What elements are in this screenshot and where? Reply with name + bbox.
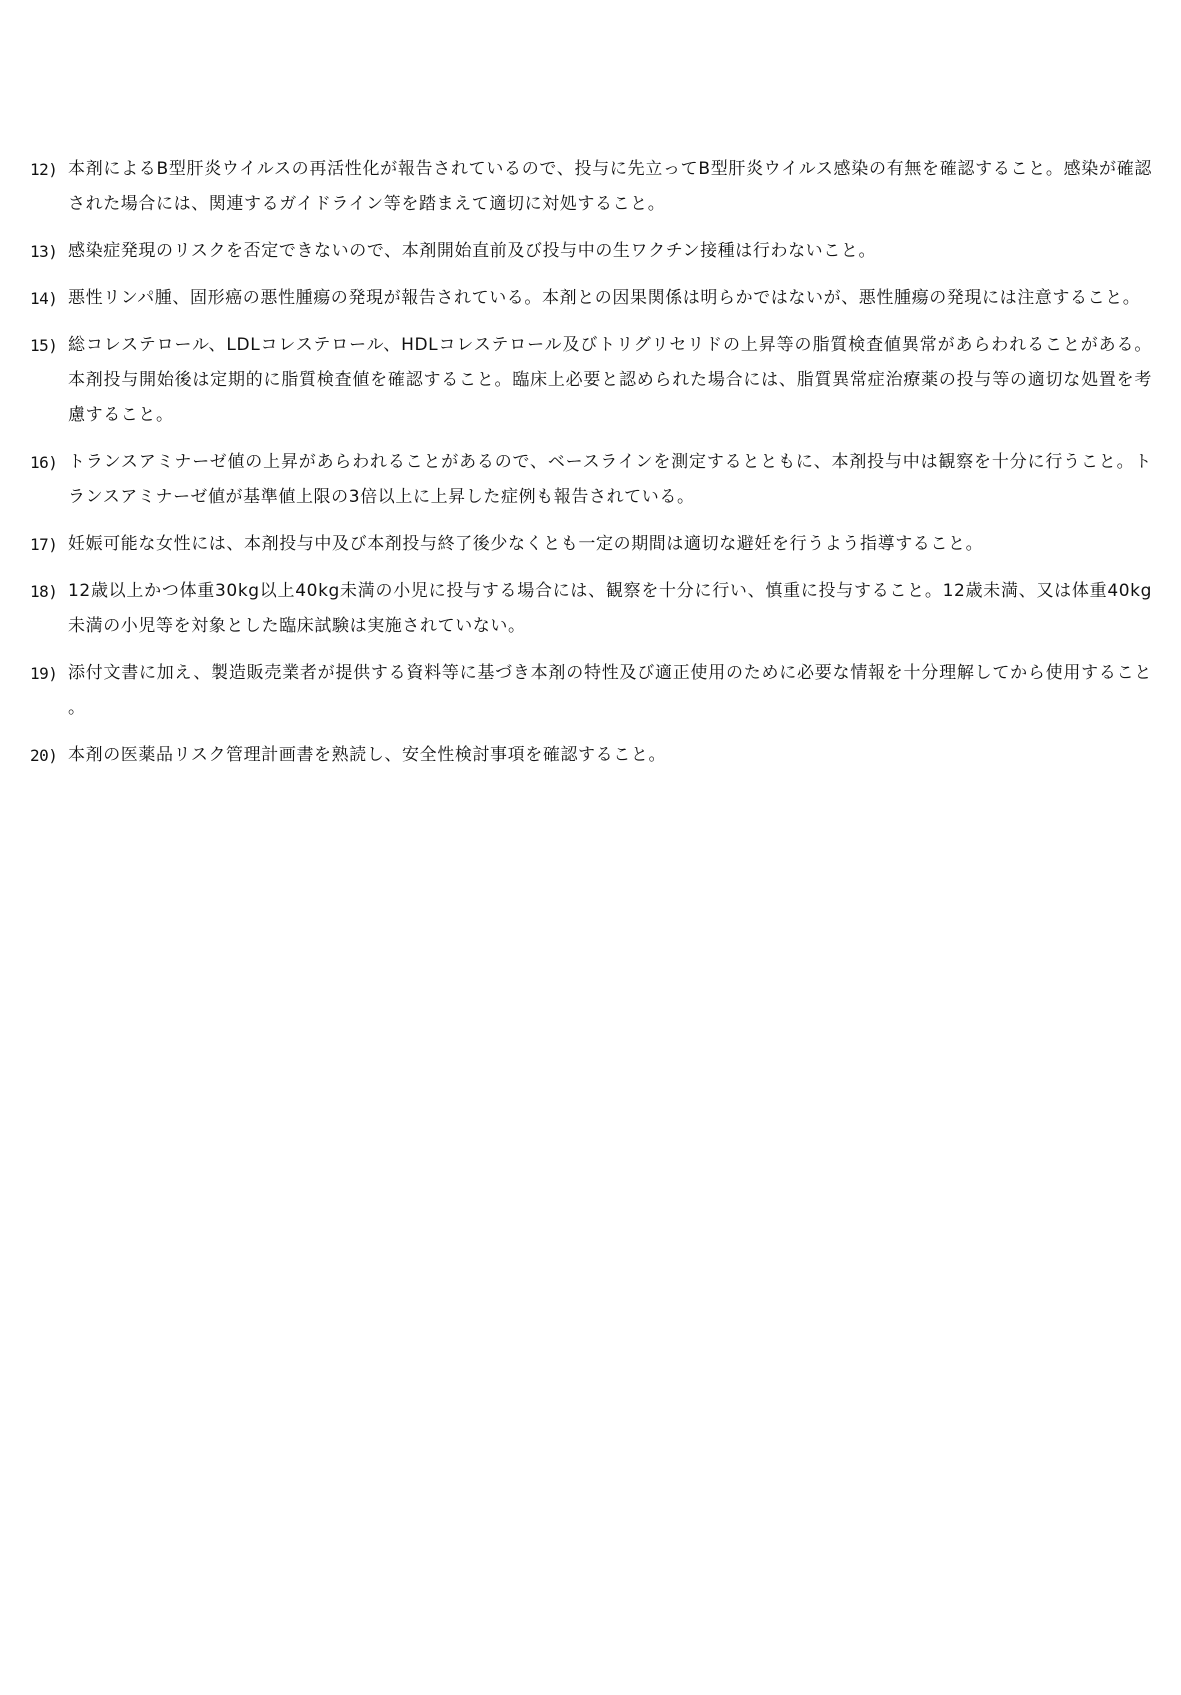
item-text: 妊娠可能な女性には、本剤投与中及び本剤投与終了後少なくとも一定の期間は適切な避妊を行うよう指導すること。 (68, 534, 984, 554)
item-text: 感染症発現のリスクを否定できないので、本剤開始直前及び投与中の生ワクチン接種は行わないこと。 (68, 241, 877, 261)
list-item (30, 574, 1152, 644)
item-text: 悪性リンパ腫、固形癌の悪性腫瘍の発現が報告されている。本剤との因果関係は明らかではないが、悪性腫瘍の発現には注意すること。 (68, 288, 1141, 308)
item-text: 本剤によるB型肝炎ウイルスの再活性化が報告されているので、投与に先立ってB型肝炎ウイルス感染の有無を確認すること。感染が確認された場合には、関連するガイドライン等を踏まえて適切に対処すること。 (68, 159, 1152, 214)
list-item (30, 656, 1152, 726)
list-item (30, 234, 1152, 269)
precautions-list (30, 152, 1152, 785)
list-item (30, 445, 1152, 515)
item-number: 20) (30, 746, 58, 765)
item-number: 17) (30, 535, 58, 554)
item-number: 12) (30, 160, 58, 179)
item-number: 14) (30, 289, 58, 308)
item-text: 本剤の医薬品リスク管理計画書を熟読し、安全性検討事項を確認すること。 (68, 745, 667, 765)
list-item (30, 738, 1152, 773)
item-text: 添付文書に加え、製造販売業者が提供する資料等に基づき本剤の特性及び適正使用のために必要な情報を十分理解してから使用すること。 (68, 663, 1152, 718)
item-text: 12歳以上かつ体重30kg以上40kg未満の小児に投与する場合には、観察を十分に行い、慎重に投与すること。12歳未満、又は体重40kg未満の小児等を対象とした臨床試験は実施されていない。 (68, 581, 1152, 636)
list-item (30, 328, 1152, 433)
item-number: 18) (30, 582, 58, 601)
list-item (30, 152, 1152, 222)
item-number: 15) (30, 336, 58, 355)
item-number: 13) (30, 242, 58, 261)
item-number: 19) (30, 664, 58, 683)
item-text: 総コレステロール、LDLコレステロール、HDLコレステロール及びトリグリセリドの上昇等の脂質検査値異常があらわれることがある。本剤投与開始後は定期的に脂質検査値を確認すること。臨床上必要と認められた場合には、脂質異常症治療薬の投与等の適切な処置を考慮すること。 (68, 335, 1152, 425)
item-number: 16) (30, 453, 58, 472)
list-item (30, 527, 1152, 562)
list-item (30, 281, 1152, 316)
item-text: トランスアミナーゼ値の上昇があらわれることがあるので、ベースラインを測定するとともに、本剤投与中は観察を十分に行うこと。トランスアミナーゼ値が基準値上限の3倍以上に上昇した症例も報告されている。 (68, 452, 1152, 507)
